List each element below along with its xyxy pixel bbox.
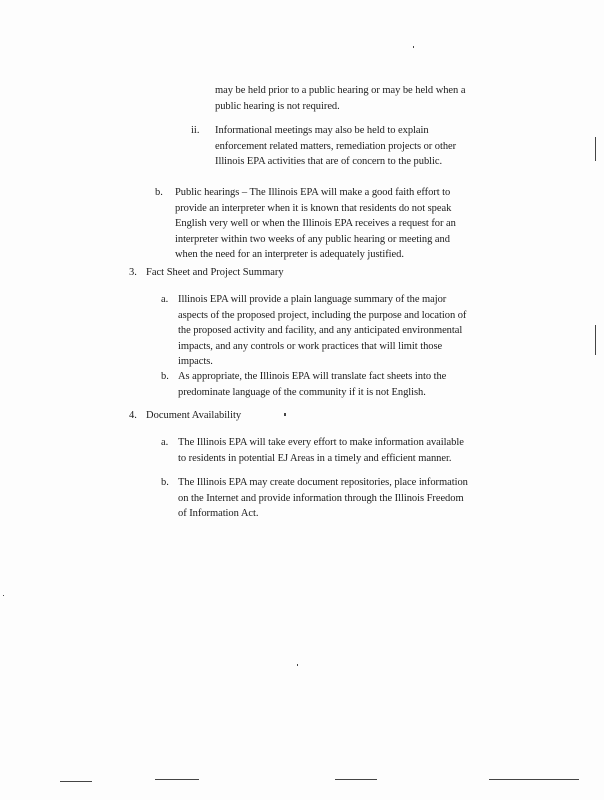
text-line: impacts. xyxy=(178,356,213,368)
list-marker-ii: ii. xyxy=(191,125,200,136)
plain-language-summary-paragraph xyxy=(178,292,466,370)
text-line: to residents in potential EJ Areas in a timely and efficient manner. xyxy=(178,452,452,464)
scan-mark xyxy=(335,779,377,780)
scan-mark xyxy=(595,137,596,161)
scan-mark xyxy=(60,781,92,782)
section-heading-fact-sheet: Fact Sheet and Project Summary xyxy=(146,267,284,278)
list-marker-b: b. xyxy=(155,187,163,198)
text-line: aspects of the proposed project, including the purpose and location of xyxy=(178,309,467,321)
text-line: The Illinois EPA will take every effort to make information available xyxy=(178,437,464,448)
text-line: the proposed activity and facility, and any anticipated environmental xyxy=(178,325,463,337)
text-line: provide an interpreter when it is known that residents do not speak xyxy=(175,202,452,214)
list-marker-b: b. xyxy=(161,371,169,382)
public-hearings-paragraph xyxy=(175,185,456,263)
informational-meetings-paragraph xyxy=(215,123,456,170)
section-marker-3: 3. xyxy=(129,267,137,278)
scan-mark xyxy=(297,664,298,666)
text-line: Public hearings – The Illinois EPA will make a good faith effort to xyxy=(175,187,451,198)
translate-fact-sheets-paragraph xyxy=(178,369,446,400)
scan-mark xyxy=(155,779,199,780)
scan-mark xyxy=(3,595,4,596)
continuation-text xyxy=(215,83,465,114)
list-marker-a: a. xyxy=(161,294,169,305)
text-line: Informational meetings may also be held to explain xyxy=(215,125,429,136)
scan-mark xyxy=(489,779,579,780)
text-line: public hearing is not required. xyxy=(215,100,340,112)
scan-mark xyxy=(284,413,286,416)
text-line: may be held prior to a public hearing or may be held when a xyxy=(215,85,466,96)
text-line: Illinois EPA activities that are of concern to the public. xyxy=(215,156,443,168)
document-repositories-paragraph xyxy=(178,475,468,522)
scan-mark xyxy=(413,46,414,48)
list-marker-a: a. xyxy=(161,437,169,448)
text-line: on the Internet and provide information through the Illinois Freedom xyxy=(178,492,464,504)
section-heading-document-availability: Document Availability xyxy=(146,410,242,421)
text-line: As appropriate, the Illinois EPA will translate fact sheets into the xyxy=(178,371,447,382)
text-line: impacts, and any controls or work practices that will limit those xyxy=(178,340,443,352)
text-line: predominate language of the community if it is not English. xyxy=(178,386,426,398)
text-line: English very well or when the Illinois EPA receives a request for an xyxy=(175,218,456,230)
text-line: enforcement related matters, remediation projects or other xyxy=(215,140,457,152)
information-availability-paragraph xyxy=(178,435,464,466)
scan-mark xyxy=(595,325,596,355)
text-line: when the need for an interpreter is adequately justified. xyxy=(175,249,404,261)
text-line: interpreter within two weeks of any public hearing or meeting and xyxy=(175,233,450,245)
list-marker-b: b. xyxy=(161,477,169,488)
text-line: Illinois EPA will provide a plain language summary of the major xyxy=(178,294,447,305)
section-marker-4: 4. xyxy=(129,410,137,421)
text-line: The Illinois EPA may create document repositories, place information xyxy=(178,477,468,488)
text-line: of Information Act. xyxy=(178,508,259,520)
